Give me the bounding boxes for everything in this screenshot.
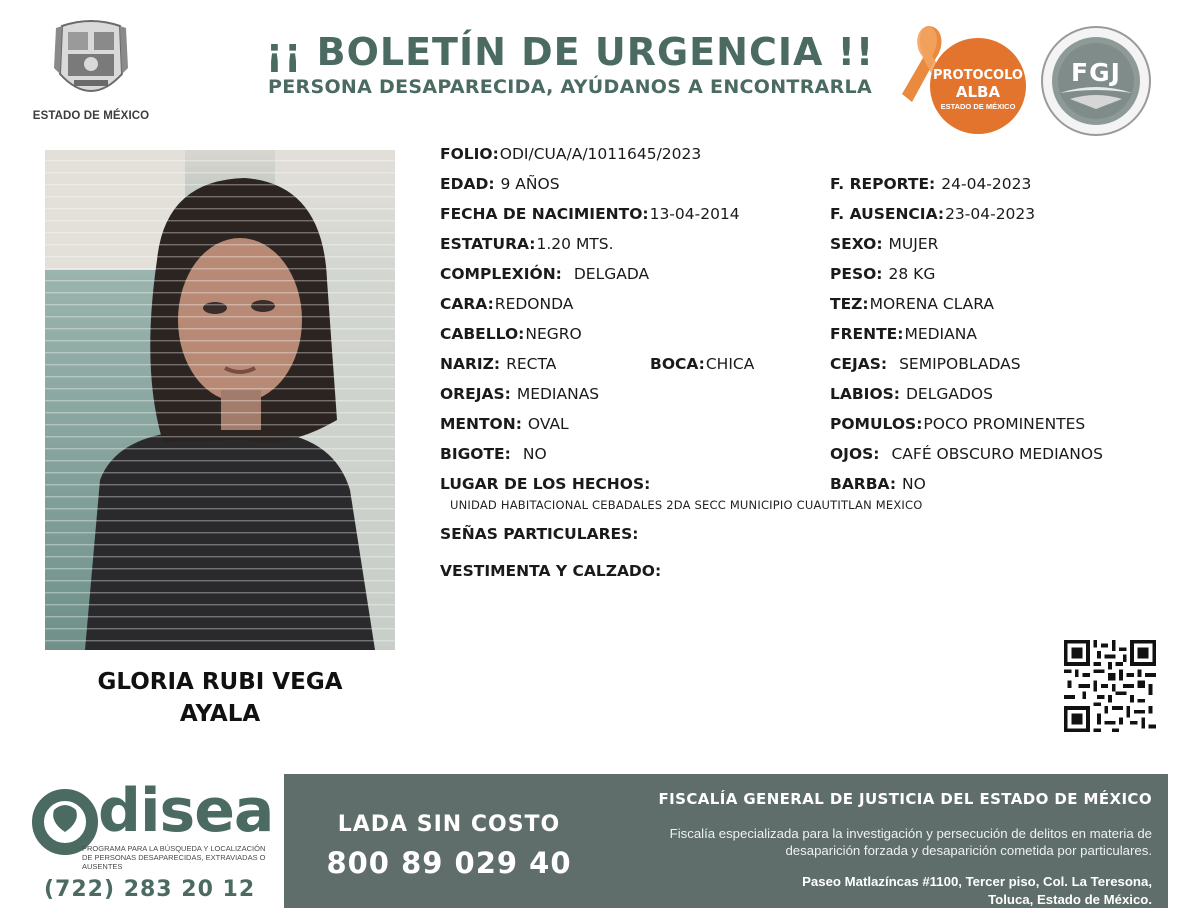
- lada-phone-number[interactable]: 800 89 029 40: [326, 846, 572, 880]
- tez-value: MORENA CLARA: [869, 295, 995, 313]
- lada-label: LADA SIN COSTO: [337, 812, 561, 837]
- alba-line1: PROTOCOLO: [933, 68, 1023, 83]
- frente-label: FRENTE:: [830, 325, 904, 343]
- reporte-value: 24-04-2023: [941, 175, 1032, 193]
- estatura-value: 1.20 MTS.: [536, 235, 614, 253]
- alba-line3: ESTADO DE MÉXICO: [940, 102, 1016, 111]
- field-vestimenta: [440, 562, 661, 580]
- barba-label: BARBA:: [830, 475, 897, 493]
- odisea-logo: [30, 776, 275, 909]
- field-frente: [830, 325, 977, 343]
- labios-label: LABIOS:: [830, 385, 900, 403]
- nariz-label: NARIZ:: [440, 355, 501, 373]
- person-portrait-icon: [45, 150, 395, 650]
- bigote-value: NO: [522, 445, 547, 463]
- nacimiento-value: 13-04-2014: [649, 205, 740, 223]
- menton-label: MENTON:: [440, 415, 522, 433]
- name-line2: AYALA: [179, 701, 261, 727]
- menton-value: OVAL: [527, 415, 569, 433]
- vestimenta-label: VESTIMENTA Y CALZADO:: [440, 562, 662, 580]
- edad-label: EDAD:: [440, 175, 495, 193]
- field-boca: [650, 355, 754, 373]
- missing-person-photo: [45, 150, 395, 650]
- bulletin-subtitle: PERSONA DESAPARECIDA, AYÚDANOS A ENCONTRARLA: [268, 76, 872, 98]
- field-complexion: [440, 265, 649, 283]
- boca-value: CHICA: [705, 355, 755, 373]
- field-barba: [830, 475, 926, 493]
- pomulos-label: POMULOS:: [830, 415, 923, 433]
- field-tez: [830, 295, 994, 313]
- edad-value: 9 AÑOS: [500, 175, 560, 193]
- orejas-value: MEDIANAS: [516, 385, 600, 403]
- fgj-seal: [1040, 25, 1152, 137]
- field-f-reporte: [830, 175, 1031, 193]
- orejas-label: OREJAS:: [440, 385, 511, 403]
- cejas-label: CEJAS:: [830, 355, 888, 373]
- odisea-wordmark: disea: [98, 776, 274, 846]
- lugar-label: LUGAR DE LOS HECHOS:: [440, 475, 651, 493]
- lugar-value: UNIDAD HABITACIONAL CEBADALES 2DA SECC MUNICIPIO CUAUTITLAN MEXICO: [450, 498, 923, 512]
- folio-value: ODI/CUA/A/1011645/2023: [499, 145, 702, 163]
- field-bigote: [440, 445, 547, 463]
- missing-person-name: [45, 666, 395, 730]
- alba-badge: [930, 38, 1026, 134]
- field-peso: [830, 265, 935, 283]
- nacimiento-label: FECHA DE NACIMIENTO:: [440, 205, 649, 223]
- sexo-value: MUJER: [888, 235, 939, 253]
- state-coat-of-arms-icon: [52, 18, 130, 104]
- cara-label: CARA:: [440, 295, 494, 313]
- alba-line2: ALBA: [955, 83, 1001, 101]
- sexo-label: SEXO:: [830, 235, 883, 253]
- complexion-value: DELGADA: [573, 265, 650, 283]
- field-fecha-nacimiento: [440, 205, 740, 223]
- complexion-label: COMPLEXIÓN:: [440, 265, 562, 283]
- field-lugar: [440, 475, 650, 493]
- nariz-value: RECTA: [506, 355, 557, 373]
- folio-label: FOLIO:: [440, 145, 499, 163]
- ausencia-value: 23-04-2023: [945, 205, 1036, 223]
- field-labios: [830, 385, 993, 403]
- field-estatura: [440, 235, 614, 253]
- odisea-phone[interactable]: (722) 283 20 12: [44, 877, 256, 902]
- peso-label: PESO:: [830, 265, 883, 283]
- address-line1: Paseo Matlazíncas #1100, Tercer piso, Col. La Teresona,: [802, 874, 1152, 889]
- field-f-ausencia: [830, 205, 1035, 223]
- bulletin-title: ¡¡ BOLETÍN DE URGENCIA !!: [265, 30, 875, 74]
- field-edad: [440, 175, 560, 193]
- field-sexo: [830, 235, 938, 253]
- qr-code-icon[interactable]: [1064, 640, 1156, 732]
- protocolo-alba-logo: [898, 20, 1030, 135]
- ojos-value: CAFÉ OBSCURO MEDIANOS: [891, 445, 1103, 463]
- cejas-value: SEMIPOBLADAS: [899, 355, 1021, 373]
- field-cejas: [830, 355, 1021, 373]
- odisea-description: PROGRAMA PARA LA BÚSQUEDA Y LOCALIZACIÓN DE PERSONAS DESAPARECIDAS, EXTRAVIADAS O AUSENTES: [82, 844, 266, 871]
- field-ojos: [830, 445, 1103, 463]
- estado-de-mexico-logo: [28, 18, 154, 122]
- labios-value: DELGADOS: [906, 385, 993, 403]
- pomulos-value: POCO PROMINENTES: [923, 415, 1086, 433]
- ausencia-label: F. AUSENCIA:: [830, 205, 945, 223]
- fiscalia-address: [592, 873, 1152, 909]
- field-cabello: [440, 325, 582, 343]
- frente-value: MEDIANA: [904, 325, 977, 343]
- contact-band: [284, 774, 1168, 908]
- fgj-label: FGJ: [1071, 58, 1121, 87]
- estatura-label: ESTATURA:: [440, 235, 536, 253]
- cabello-value: NEGRO: [525, 325, 582, 343]
- peso-value: 28 KG: [888, 265, 936, 283]
- field-menton: [440, 415, 569, 433]
- cabello-label: CABELLO:: [440, 325, 525, 343]
- field-pomulos: [830, 415, 1085, 433]
- state-label: ESTADO DE MÉXICO: [32, 110, 150, 122]
- fiscalia-description: Fiscalía especializada para la investigación y persecución de delitos en materia de desaparición forzada y desaparición cometida por particulares.: [669, 826, 1152, 858]
- field-senas: [440, 525, 639, 543]
- field-nariz: [440, 355, 556, 373]
- senas-label: SEÑAS PARTICULARES:: [440, 525, 639, 543]
- address-line2: Toluca, Estado de México.: [988, 892, 1152, 907]
- cara-value: REDONDA: [494, 295, 574, 313]
- bigote-label: BIGOTE:: [440, 445, 511, 463]
- boca-label: BOCA:: [650, 355, 705, 373]
- field-orejas: [440, 385, 599, 403]
- tez-label: TEZ:: [830, 295, 869, 313]
- name-line1: GLORIA RUBI VEGA: [97, 669, 343, 695]
- ojos-label: OJOS:: [830, 445, 880, 463]
- reporte-label: F. REPORTE:: [830, 175, 936, 193]
- barba-value: NO: [902, 475, 926, 493]
- fiscalia-title: FISCALÍA GENERAL DE JUSTICIA DEL ESTADO DE MÉXICO: [658, 790, 1152, 808]
- field-folio: [440, 145, 701, 163]
- field-cara: [440, 295, 573, 313]
